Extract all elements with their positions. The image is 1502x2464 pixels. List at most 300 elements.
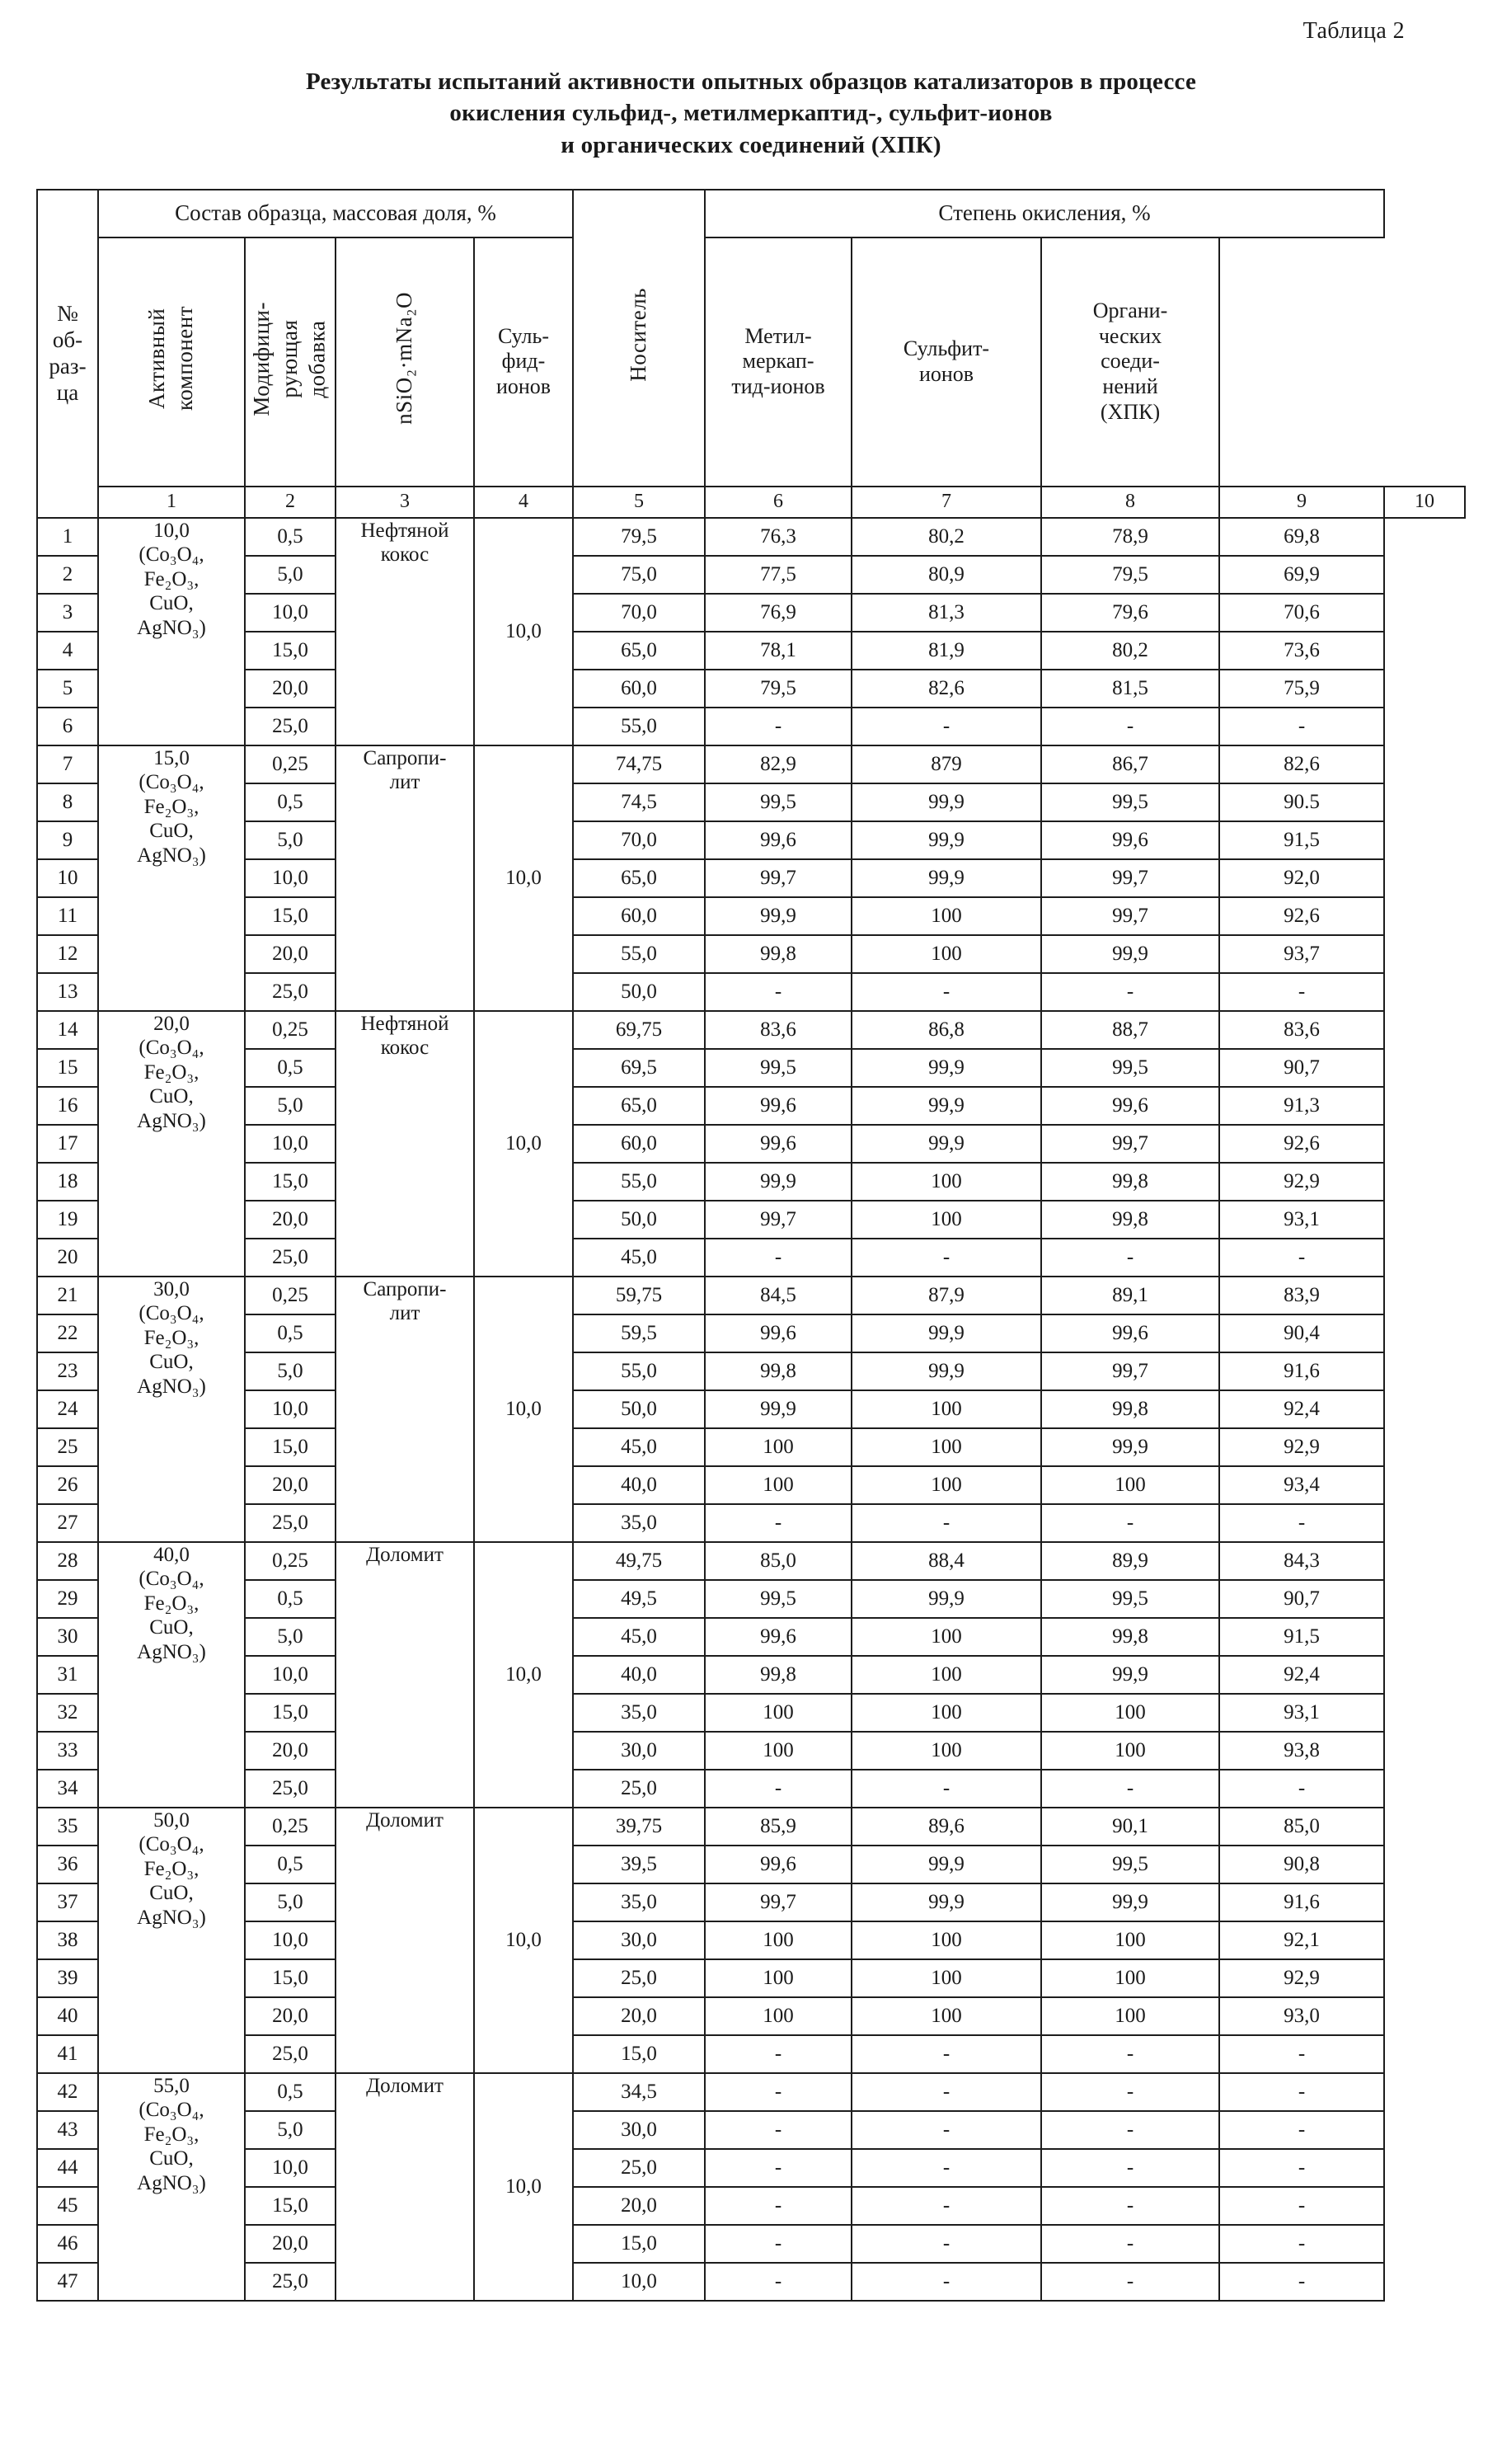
cell-sample-no: 41 xyxy=(37,2035,98,2073)
cell-carrier-name: Сапропи- лит xyxy=(336,1277,474,1542)
header-sample-no: № об- раз- ца xyxy=(37,190,98,518)
table-row xyxy=(37,1694,1465,1732)
column-number-row xyxy=(37,487,1465,518)
cell-sulfide-value: - xyxy=(705,1770,852,1808)
cell-carrier-value: 39,75 xyxy=(573,1808,705,1846)
cell-sulfite-value: 100 xyxy=(1041,1694,1219,1732)
cell-modifier: 10,0 xyxy=(245,859,336,897)
cell-carrier-value: 40,0 xyxy=(573,1656,705,1694)
table-row xyxy=(37,670,1465,708)
table-row xyxy=(37,1428,1465,1466)
cell-modifier: 0,5 xyxy=(245,518,336,556)
cell-organic-value: 93,4 xyxy=(1219,1466,1384,1504)
cell-sulfide-value: 100 xyxy=(705,1959,852,1997)
cell-organic-value: - xyxy=(1219,1239,1384,1277)
header-modifier-label: Модифици- рующая добавка xyxy=(249,301,330,416)
cell-sulfite-value: - xyxy=(1041,708,1219,745)
cell-organic-value: 92,4 xyxy=(1219,1656,1384,1694)
cell-sulfite-value: 88,7 xyxy=(1041,1011,1219,1049)
cell-modifier: 10,0 xyxy=(245,2149,336,2187)
colnum-4: 4 xyxy=(474,487,573,518)
cell-sulfite-value: 99,6 xyxy=(1041,821,1219,859)
cell-sulfide-value: - xyxy=(705,2225,852,2263)
cell-organic-value: 93,0 xyxy=(1219,1997,1384,2035)
cell-methylmercaptide-value: 99,9 xyxy=(852,783,1041,821)
table-row xyxy=(37,1656,1465,1694)
cell-sulfite-value: 99,9 xyxy=(1041,1883,1219,1921)
cell-carrier-value: 75,0 xyxy=(573,556,705,594)
cell-carrier-value: 59,5 xyxy=(573,1314,705,1352)
cell-sulfite-value: 89,9 xyxy=(1041,1542,1219,1580)
cell-modifier: 20,0 xyxy=(245,670,336,708)
cell-methylmercaptide-value: 100 xyxy=(852,1732,1041,1770)
table-row xyxy=(37,632,1465,670)
table-row xyxy=(37,859,1465,897)
cell-sample-no: 3 xyxy=(37,594,98,632)
cell-sulfide-value: 99,7 xyxy=(705,1883,852,1921)
cell-modifier: 5,0 xyxy=(245,1087,336,1125)
cell-sulfite-value: - xyxy=(1041,2263,1219,2301)
cell-organic-value: 91,6 xyxy=(1219,1883,1384,1921)
cell-sulfite-value: 99,9 xyxy=(1041,935,1219,973)
cell-organic-value: 91,5 xyxy=(1219,1618,1384,1656)
cell-methylmercaptide-value: - xyxy=(852,973,1041,1011)
cell-carrier-value: 30,0 xyxy=(573,1732,705,1770)
cell-carrier-name: Доломит xyxy=(336,2073,474,2301)
cell-organic-value: 93,1 xyxy=(1219,1201,1384,1239)
cell-sulfide-value: 99,5 xyxy=(705,1049,852,1087)
cell-sulfite-value: 100 xyxy=(1041,1959,1219,1997)
table-row xyxy=(37,556,1465,594)
table-row xyxy=(37,1770,1465,1808)
cell-carrier-value: 35,0 xyxy=(573,1504,705,1542)
cell-modifier: 25,0 xyxy=(245,1770,336,1808)
cell-methylmercaptide-value: - xyxy=(852,1770,1041,1808)
cell-active-component: 15,0 (Co₃O₄, Fe₂O₃, CuO, AgNO₃) xyxy=(98,745,245,1011)
cell-carrier-name: Доломит xyxy=(336,1542,474,1808)
cell-sulfite-value: - xyxy=(1041,2111,1219,2149)
table-row xyxy=(37,897,1465,935)
cell-carrier-value: 45,0 xyxy=(573,1428,705,1466)
cell-sample-no: 37 xyxy=(37,1883,98,1921)
cell-sample-no: 35 xyxy=(37,1808,98,1846)
table-row xyxy=(37,1011,1465,1049)
cell-methylmercaptide-value: - xyxy=(852,708,1041,745)
cell-methylmercaptide-value: 100 xyxy=(852,1959,1041,1997)
cell-organic-value: - xyxy=(1219,973,1384,1011)
table-row xyxy=(37,2035,1465,2073)
table-row xyxy=(37,2149,1465,2187)
cell-methylmercaptide-value: - xyxy=(852,2187,1041,2225)
cell-sample-no: 34 xyxy=(37,1770,98,1808)
cell-sample-no: 12 xyxy=(37,935,98,973)
cell-organic-value: 92,6 xyxy=(1219,897,1384,935)
cell-sulfide-value: 99,6 xyxy=(705,821,852,859)
cell-organic-value: 90,4 xyxy=(1219,1314,1384,1352)
cell-organic-value: 83,9 xyxy=(1219,1277,1384,1314)
cell-methylmercaptide-value: 100 xyxy=(852,1618,1041,1656)
table-row xyxy=(37,783,1465,821)
table-row xyxy=(37,1087,1465,1125)
cell-sulfide-value: - xyxy=(705,2111,852,2149)
table-row xyxy=(37,935,1465,973)
cell-sample-no: 14 xyxy=(37,1011,98,1049)
cell-sulfite-value: - xyxy=(1041,1239,1219,1277)
cell-carrier-name: Нефтяной кокос xyxy=(336,1011,474,1277)
header-carrier-cell xyxy=(573,190,705,487)
cell-modifier: 5,0 xyxy=(245,1352,336,1390)
cell-modifier: 10,0 xyxy=(245,1125,336,1163)
cell-methylmercaptide-value: 99,9 xyxy=(852,1580,1041,1618)
cell-sample-no: 19 xyxy=(37,1201,98,1239)
cell-modifier: 15,0 xyxy=(245,632,336,670)
cell-sulfide-value: - xyxy=(705,2149,852,2187)
cell-methylmercaptide-value: 82,6 xyxy=(852,670,1041,708)
cell-methylmercaptide-value: 81,9 xyxy=(852,632,1041,670)
cell-organic-value: 92,1 xyxy=(1219,1921,1384,1959)
cell-modifier: 25,0 xyxy=(245,708,336,745)
cell-sample-no: 32 xyxy=(37,1694,98,1732)
cell-sulfide-value: - xyxy=(705,1504,852,1542)
colnum-8: 8 xyxy=(1041,487,1219,518)
cell-sulfide-value: 99,6 xyxy=(705,1125,852,1163)
cell-sulfite-value: 100 xyxy=(1041,1921,1219,1959)
cell-modifier: 10,0 xyxy=(245,1656,336,1694)
table-row xyxy=(37,1618,1465,1656)
cell-sample-no: 44 xyxy=(37,2149,98,2187)
cell-sulfide-value: 79,5 xyxy=(705,670,852,708)
cell-methylmercaptide-value: 99,9 xyxy=(852,1125,1041,1163)
cell-sulfite-value: 99,5 xyxy=(1041,783,1219,821)
cell-sample-no: 42 xyxy=(37,2073,98,2111)
cell-sulfite-value: 99,8 xyxy=(1041,1201,1219,1239)
cell-organic-value: 69,9 xyxy=(1219,556,1384,594)
cell-modifier: 20,0 xyxy=(245,935,336,973)
cell-methylmercaptide-value: 89,6 xyxy=(852,1808,1041,1846)
cell-nsio2-value: 10,0 xyxy=(474,1277,573,1542)
cell-modifier: 5,0 xyxy=(245,1618,336,1656)
cell-carrier-value: 40,0 xyxy=(573,1466,705,1504)
cell-modifier: 0,5 xyxy=(245,2073,336,2111)
cell-active-component: 40,0 (Co₃O₄, Fe₂O₃, CuO, AgNO₃) xyxy=(98,1542,245,1808)
cell-sulfite-value: 89,1 xyxy=(1041,1277,1219,1314)
cell-methylmercaptide-value: 81,3 xyxy=(852,594,1041,632)
cell-organic-value: 90,8 xyxy=(1219,1846,1384,1883)
table-row xyxy=(37,1277,1465,1314)
cell-carrier-value: 30,0 xyxy=(573,2111,705,2149)
table-row xyxy=(37,1959,1465,1997)
colnum-2: 2 xyxy=(245,487,336,518)
cell-carrier-name: Нефтяной кокос xyxy=(336,518,474,745)
cell-sulfide-value: 99,7 xyxy=(705,1201,852,1239)
cell-methylmercaptide-value: - xyxy=(852,2035,1041,2073)
cell-organic-value: 90,7 xyxy=(1219,1049,1384,1087)
cell-carrier-value: 50,0 xyxy=(573,1390,705,1428)
cell-sulfite-value: 100 xyxy=(1041,1997,1219,2035)
cell-modifier: 15,0 xyxy=(245,1163,336,1201)
cell-modifier: 25,0 xyxy=(245,2035,336,2073)
cell-sample-no: 16 xyxy=(37,1087,98,1125)
cell-organic-value: 70,6 xyxy=(1219,594,1384,632)
table-row xyxy=(37,2225,1465,2263)
cell-methylmercaptide-value: 100 xyxy=(852,897,1041,935)
cell-modifier: 20,0 xyxy=(245,1466,336,1504)
cell-active-component: 30,0 (Co₃O₄, Fe₂O₃, CuO, AgNO₃) xyxy=(98,1277,245,1542)
cell-sample-no: 39 xyxy=(37,1959,98,1997)
cell-sulfite-value: - xyxy=(1041,973,1219,1011)
cell-methylmercaptide-value: 99,9 xyxy=(852,1049,1041,1087)
cell-modifier: 5,0 xyxy=(245,1883,336,1921)
cell-sulfite-value: - xyxy=(1041,1770,1219,1808)
cell-methylmercaptide-value: 100 xyxy=(852,1694,1041,1732)
cell-methylmercaptide-value: - xyxy=(852,2149,1041,2187)
cell-sample-no: 30 xyxy=(37,1618,98,1656)
cell-sulfide-value: 99,9 xyxy=(705,1390,852,1428)
cell-organic-value: - xyxy=(1219,2187,1384,2225)
cell-modifier: 0,25 xyxy=(245,1011,336,1049)
cell-nsio2-value: 10,0 xyxy=(474,745,573,1011)
cell-organic-value: - xyxy=(1219,2225,1384,2263)
table-row xyxy=(37,1504,1465,1542)
cell-sample-no: 8 xyxy=(37,783,98,821)
cell-sulfide-value: - xyxy=(705,2073,852,2111)
cell-modifier: 25,0 xyxy=(245,973,336,1011)
cell-carrier-value: 45,0 xyxy=(573,1618,705,1656)
cell-methylmercaptide-value: 80,9 xyxy=(852,556,1041,594)
colnum-10: 10 xyxy=(1384,487,1465,518)
cell-carrier-name: Сапропи- лит xyxy=(336,745,474,1011)
cell-sulfite-value: - xyxy=(1041,2035,1219,2073)
cell-sample-no: 36 xyxy=(37,1846,98,1883)
header-sulfite-label: Сульфит- ионов xyxy=(852,237,1041,487)
cell-sulfide-value: 99,9 xyxy=(705,897,852,935)
cell-sample-no: 45 xyxy=(37,2187,98,2225)
table-row xyxy=(37,1732,1465,1770)
cell-methylmercaptide-value: 87,9 xyxy=(852,1277,1041,1314)
cell-nsio2-value: 10,0 xyxy=(474,1808,573,2073)
cell-sulfite-value: 80,2 xyxy=(1041,632,1219,670)
cell-organic-value: - xyxy=(1219,1504,1384,1542)
cell-modifier: 15,0 xyxy=(245,1959,336,1997)
cell-organic-value: - xyxy=(1219,2073,1384,2111)
cell-organic-value: 91,3 xyxy=(1219,1087,1384,1125)
cell-organic-value: 92,9 xyxy=(1219,1163,1384,1201)
cell-sulfide-value: 85,9 xyxy=(705,1808,852,1846)
cell-sulfite-value: - xyxy=(1041,2187,1219,2225)
cell-nsio2-value: 10,0 xyxy=(474,2073,573,2301)
cell-carrier-value: 65,0 xyxy=(573,632,705,670)
cell-carrier-value: 60,0 xyxy=(573,670,705,708)
cell-sample-no: 28 xyxy=(37,1542,98,1580)
cell-carrier-name: Доломит xyxy=(336,1808,474,2073)
cell-sulfite-value: 99,9 xyxy=(1041,1428,1219,1466)
cell-sulfide-value: 99,6 xyxy=(705,1846,852,1883)
title-line-3: и органических соединений (ХПК) xyxy=(561,131,941,158)
cell-sample-no: 47 xyxy=(37,2263,98,2301)
header-carrier-label: Носитель xyxy=(626,288,651,382)
cell-organic-value: 92,0 xyxy=(1219,859,1384,897)
cell-organic-value: 84,3 xyxy=(1219,1542,1384,1580)
cell-methylmercaptide-value: 86,8 xyxy=(852,1011,1041,1049)
results-table-wrapper xyxy=(36,189,1466,2302)
cell-sample-no: 22 xyxy=(37,1314,98,1352)
cell-sulfite-value: 99,5 xyxy=(1041,1580,1219,1618)
cell-sulfide-value: 99,6 xyxy=(705,1314,852,1352)
cell-active-component: 50,0 (Co₃O₄, Fe₂O₃, CuO, AgNO₃) xyxy=(98,1808,245,2073)
cell-modifier: 25,0 xyxy=(245,1504,336,1542)
table-row xyxy=(37,2187,1465,2225)
table-row xyxy=(37,1883,1465,1921)
cell-carrier-value: 25,0 xyxy=(573,1770,705,1808)
cell-carrier-value: 25,0 xyxy=(573,1959,705,1997)
cell-sulfide-value: 99,5 xyxy=(705,1580,852,1618)
header-modifier-cell xyxy=(245,237,336,487)
cell-carrier-value: 55,0 xyxy=(573,1352,705,1390)
cell-sulfite-value: 79,6 xyxy=(1041,594,1219,632)
cell-organic-value: 91,5 xyxy=(1219,821,1384,859)
cell-methylmercaptide-value: 100 xyxy=(852,1428,1041,1466)
cell-organic-value: - xyxy=(1219,2111,1384,2149)
table-row xyxy=(37,594,1465,632)
cell-sulfide-value: 100 xyxy=(705,1694,852,1732)
cell-carrier-value: 70,0 xyxy=(573,821,705,859)
cell-sulfide-value: 83,6 xyxy=(705,1011,852,1049)
cell-sulfite-value: 99,7 xyxy=(1041,897,1219,935)
table-row xyxy=(37,1125,1465,1163)
colnum-9: 9 xyxy=(1219,487,1384,518)
cell-sulfite-value: - xyxy=(1041,1504,1219,1542)
cell-carrier-value: 69,75 xyxy=(573,1011,705,1049)
table-row xyxy=(37,1808,1465,1846)
cell-sulfide-value: - xyxy=(705,708,852,745)
cell-organic-value: 69,8 xyxy=(1219,518,1384,556)
cell-sulfite-value: 99,8 xyxy=(1041,1163,1219,1201)
cell-carrier-value: 70,0 xyxy=(573,594,705,632)
cell-methylmercaptide-value: - xyxy=(852,1504,1041,1542)
cell-sample-no: 15 xyxy=(37,1049,98,1087)
cell-sulfite-value: 99,9 xyxy=(1041,1656,1219,1694)
cell-sulfide-value: 100 xyxy=(705,1732,852,1770)
cell-carrier-value: 39,5 xyxy=(573,1846,705,1883)
cell-sulfide-value: - xyxy=(705,1239,852,1277)
cell-sulfide-value: 76,3 xyxy=(705,518,852,556)
cell-sulfide-value: - xyxy=(705,2263,852,2301)
cell-organic-value: - xyxy=(1219,1770,1384,1808)
cell-sulfite-value: 100 xyxy=(1041,1466,1219,1504)
cell-methylmercaptide-value: 99,9 xyxy=(852,1883,1041,1921)
header-nsio2-cell xyxy=(336,237,474,487)
colnum-6: 6 xyxy=(705,487,852,518)
cell-sulfide-value: 99,5 xyxy=(705,783,852,821)
header-methylmercaptide-label: Метил- меркап- тид-ионов xyxy=(705,237,852,487)
header-group-composition: Состав образца, массовая доля, % xyxy=(98,190,573,237)
table-row xyxy=(37,1049,1465,1087)
cell-organic-value: 75,9 xyxy=(1219,670,1384,708)
cell-carrier-value: 74,75 xyxy=(573,745,705,783)
cell-organic-value: 83,6 xyxy=(1219,1011,1384,1049)
cell-sample-no: 26 xyxy=(37,1466,98,1504)
cell-modifier: 10,0 xyxy=(245,594,336,632)
cell-carrier-value: 35,0 xyxy=(573,1694,705,1732)
cell-sulfide-value: 78,1 xyxy=(705,632,852,670)
header-sulfide-label: Суль- фид- ионов xyxy=(474,237,573,487)
cell-modifier: 20,0 xyxy=(245,1997,336,2035)
cell-methylmercaptide-value: 99,9 xyxy=(852,821,1041,859)
cell-active-component: 10,0 (Co₃O₄, Fe₂O₃, CuO, AgNO₃) xyxy=(98,518,245,745)
table-row xyxy=(37,2111,1465,2149)
cell-sample-no: 11 xyxy=(37,897,98,935)
cell-carrier-value: 35,0 xyxy=(573,1883,705,1921)
cell-sample-no: 2 xyxy=(37,556,98,594)
table-row xyxy=(37,1314,1465,1352)
cell-organic-value: 92,4 xyxy=(1219,1390,1384,1428)
cell-carrier-value: 60,0 xyxy=(573,1125,705,1163)
cell-carrier-value: 79,5 xyxy=(573,518,705,556)
cell-sulfide-value: 100 xyxy=(705,1466,852,1504)
cell-sulfite-value: 99,5 xyxy=(1041,1049,1219,1087)
cell-sample-no: 33 xyxy=(37,1732,98,1770)
cell-carrier-value: 55,0 xyxy=(573,1163,705,1201)
cell-sulfite-value: 78,9 xyxy=(1041,518,1219,556)
cell-sample-no: 9 xyxy=(37,821,98,859)
cell-sample-no: 31 xyxy=(37,1656,98,1694)
cell-carrier-value: 25,0 xyxy=(573,2149,705,2187)
table-row xyxy=(37,1201,1465,1239)
cell-modifier: 15,0 xyxy=(245,1428,336,1466)
cell-sulfite-value: 90,1 xyxy=(1041,1808,1219,1846)
cell-carrier-value: 69,5 xyxy=(573,1049,705,1087)
cell-sulfite-value: 86,7 xyxy=(1041,745,1219,783)
cell-organic-value: 93,8 xyxy=(1219,1732,1384,1770)
cell-modifier: 10,0 xyxy=(245,1390,336,1428)
table-row xyxy=(37,1580,1465,1618)
cell-modifier: 15,0 xyxy=(245,2187,336,2225)
cell-methylmercaptide-value: 100 xyxy=(852,1921,1041,1959)
cell-sulfide-value: 77,5 xyxy=(705,556,852,594)
cell-carrier-value: 74,5 xyxy=(573,783,705,821)
cell-organic-value: 92,9 xyxy=(1219,1959,1384,1997)
cell-sulfide-value: 99,9 xyxy=(705,1163,852,1201)
cell-modifier: 15,0 xyxy=(245,1694,336,1732)
cell-carrier-value: 60,0 xyxy=(573,897,705,935)
cell-organic-value: 91,6 xyxy=(1219,1352,1384,1390)
cell-sample-no: 24 xyxy=(37,1390,98,1428)
table-header xyxy=(37,190,1465,518)
cell-sample-no: 5 xyxy=(37,670,98,708)
colnum-1: 1 xyxy=(98,487,245,518)
cell-methylmercaptide-value: - xyxy=(852,2073,1041,2111)
colnum-5: 5 xyxy=(573,487,705,518)
cell-methylmercaptide-value: 99,9 xyxy=(852,1846,1041,1883)
cell-carrier-value: 65,0 xyxy=(573,1087,705,1125)
cell-modifier: 15,0 xyxy=(245,897,336,935)
header-active-component-cell xyxy=(98,237,245,487)
cell-sulfite-value: 99,7 xyxy=(1041,1125,1219,1163)
cell-methylmercaptide-value: 99,9 xyxy=(852,1087,1041,1125)
cell-methylmercaptide-value: - xyxy=(852,2263,1041,2301)
table-row xyxy=(37,1997,1465,2035)
cell-sulfide-value: 100 xyxy=(705,1997,852,2035)
colnum-7: 7 xyxy=(852,487,1041,518)
cell-carrier-value: 20,0 xyxy=(573,2187,705,2225)
cell-modifier: 10,0 xyxy=(245,1921,336,1959)
table-row xyxy=(37,973,1465,1011)
cell-sample-no: 23 xyxy=(37,1352,98,1390)
table-row xyxy=(37,1163,1465,1201)
cell-sulfide-value: 100 xyxy=(705,1921,852,1959)
cell-active-component: 20,0 (Co₃O₄, Fe₂O₃, CuO, AgNO₃) xyxy=(98,1011,245,1277)
cell-carrier-value: 49,75 xyxy=(573,1542,705,1580)
